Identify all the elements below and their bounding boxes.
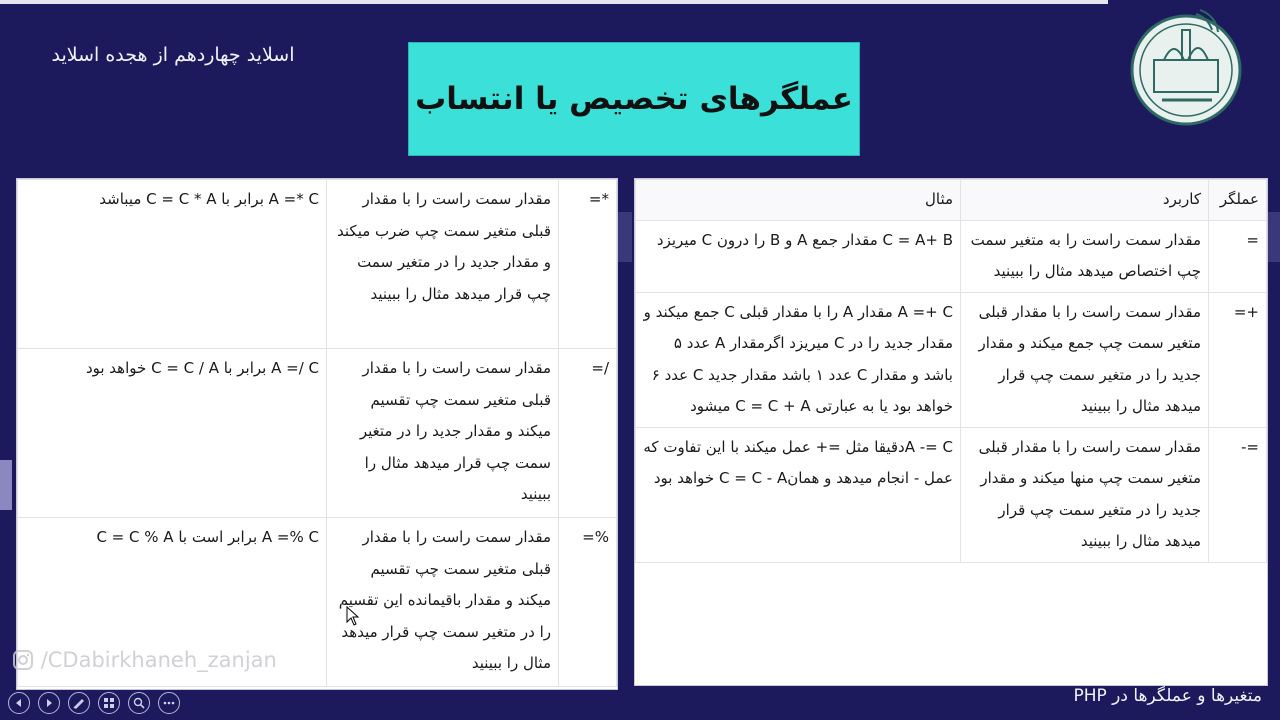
slide-counter: اسلاید چهاردهم از هجده اسلاید	[51, 44, 295, 66]
side-accent-right	[1268, 212, 1280, 262]
slides-icon	[102, 696, 116, 710]
example-cell: A =% C برابر است با C = C % A	[18, 518, 327, 687]
example-cell: A =+ C مقدار A را با مقدار قبلی C جمع میکند و مقدار جدید را در C میریزد اگرمقدار A عدد ۵ باشد و مقدار C عدد ۱ باشد مقدار جدید C عدد ۶ خواهد بود یا به عبارتی C = C + A میشود	[636, 292, 961, 427]
prev-slide-button[interactable]	[8, 692, 30, 714]
side-accent-mid	[618, 212, 632, 262]
header-usage: کاربرد	[961, 180, 1209, 221]
slide-title: عملگرهای تخصیص یا انتساب	[415, 81, 853, 117]
example-cell: C = A+ B مقدار جمع A و B را درون C میریزد	[636, 220, 961, 292]
table-header-row	[636, 180, 1267, 221]
right-operators-table	[635, 179, 1267, 563]
table-row	[18, 349, 617, 518]
title-box	[408, 42, 860, 156]
zoom-button[interactable]	[128, 692, 150, 714]
operator-cell: =/	[559, 349, 617, 518]
operator-cell: -=	[1209, 427, 1267, 562]
usage-cell: مقدار سمت راست را با مقدار قبلی متغیر سمت چپ منها میکند و مقدار جدید را در متغیر سمت چپ قرار میدهد مثال را ببینید	[961, 427, 1209, 562]
header-operator: عملگر	[1209, 180, 1267, 221]
pen-button[interactable]	[68, 692, 90, 714]
more-icon	[162, 696, 176, 710]
left-operators-table	[17, 179, 617, 687]
example-cell: A =/ C برابر با C = C / A خواهد بود	[18, 349, 327, 518]
usage-cell: مقدار سمت راست را با مقدار قبلی متغیر سمت چپ جمع میکند و مقدار جدید را در متغیر سمت چپ قرار میدهد مثال را ببینید	[961, 292, 1209, 427]
usage-cell: مقدار سمت راست را با مقدار قبلی متغیر سمت چپ تقسیم میکند و مقدار باقیمانده این تقسیم را در متغیر سمت چپ قرار میدهد مثال را ببینید	[327, 518, 559, 687]
logo-emblem-icon	[1128, 8, 1246, 128]
pen-icon	[72, 696, 86, 710]
table-row	[636, 220, 1267, 292]
watermark-text: /CDabirkhaneh_zanjan	[40, 648, 277, 672]
top-bar	[0, 0, 1108, 4]
instagram-icon	[12, 649, 34, 671]
operator-cell: =%	[559, 518, 617, 687]
operator-cell: =*	[559, 180, 617, 349]
more-options-button[interactable]	[158, 692, 180, 714]
operator-cell: =+	[1209, 292, 1267, 427]
prev-icon	[12, 696, 26, 710]
table-row	[636, 292, 1267, 427]
example-cell: A =* C برابر با C = C * A میباشد	[18, 180, 327, 349]
table-row	[18, 180, 617, 349]
usage-cell: مقدار سمت راست را با مقدار قبلی متغیر سمت چپ ضرب میکند و مقدار جدید را در متغیر سمت چپ قرار میدهد مثال را ببینید	[327, 180, 559, 349]
side-accent-left	[0, 460, 12, 510]
slides-button[interactable]	[98, 692, 120, 714]
next-slide-button[interactable]	[38, 692, 60, 714]
zoom-icon	[132, 696, 146, 710]
header-example: مثال	[636, 180, 961, 221]
usage-cell: مقدار سمت راست را با مقدار قبلی متغیر سمت چپ تقسیم میکند و مقدار جدید را در متغیر سمت چپ قرار میدهد مثال را ببینید	[327, 349, 559, 518]
table-row	[636, 427, 1267, 562]
next-icon	[42, 696, 56, 710]
usage-cell: مقدار سمت راست را به متغیر سمت چپ اختصاص میدهد مثال را ببینید	[961, 220, 1209, 292]
mouse-cursor-icon	[346, 606, 360, 626]
example-cell: A -= Cدقیقا مثل =+ عمل میکند با این تفاوت که عمل - انجام میدهد و همانC = C - A خواهد بود	[636, 427, 961, 562]
operator-cell: =	[1209, 220, 1267, 292]
right-table-panel	[634, 178, 1268, 686]
presentation-controls	[8, 692, 180, 718]
footer-caption: متغیرها و عملگرها در PHP	[1073, 686, 1262, 706]
watermark	[12, 648, 277, 672]
left-table-panel	[16, 178, 618, 690]
